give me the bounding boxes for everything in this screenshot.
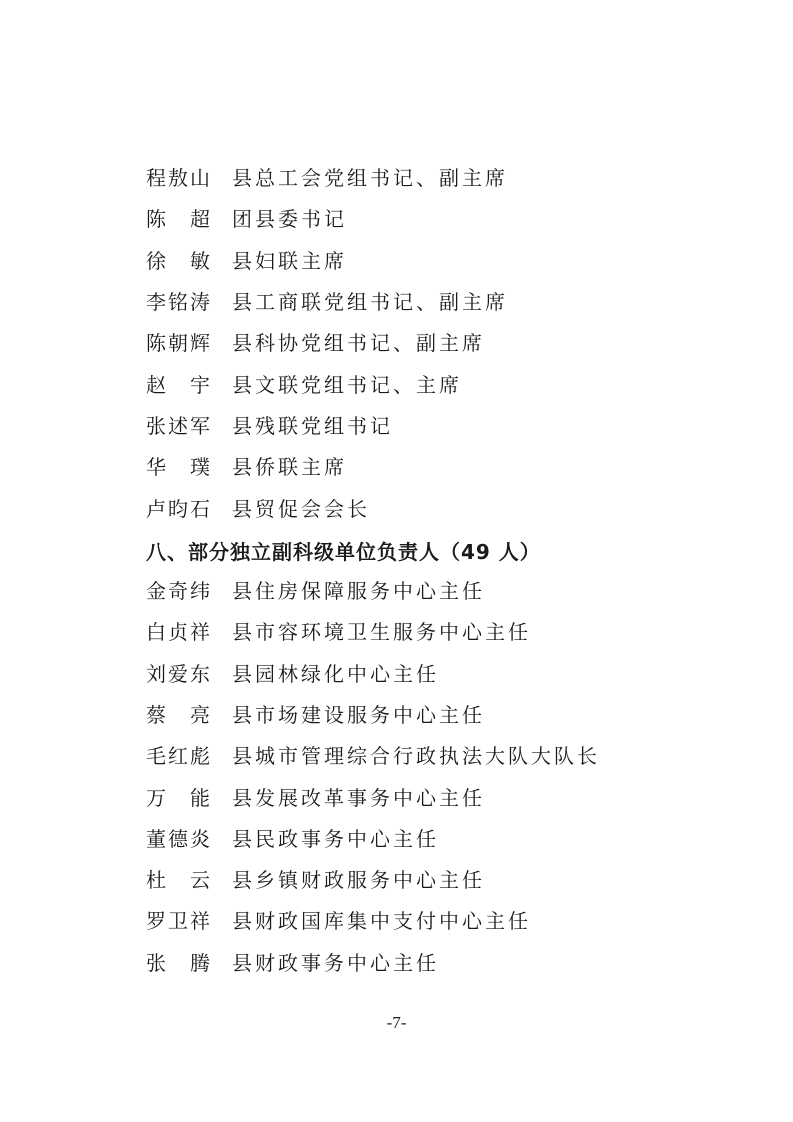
list-item xyxy=(146,612,746,653)
person-name: 张腾 xyxy=(146,950,234,975)
person-name: 毛红彪 xyxy=(146,744,212,769)
list-item xyxy=(146,282,746,323)
person-title: 县民政事务中心主任 xyxy=(232,826,439,851)
page-number: -7- xyxy=(386,1013,407,1032)
person-title: 县乡镇财政服务中心主任 xyxy=(232,868,485,893)
list-item xyxy=(146,695,746,736)
person-title: 县妇联主席 xyxy=(232,248,347,273)
list-item xyxy=(146,323,746,364)
personnel-list xyxy=(146,158,746,984)
person-title: 县侨联主席 xyxy=(232,455,347,480)
person-title: 县残联党组书记 xyxy=(232,413,393,438)
person-name: 华璞 xyxy=(146,455,234,480)
list-item xyxy=(146,654,746,695)
list-item xyxy=(146,860,746,901)
person-name: 白贞祥 xyxy=(146,620,212,645)
person-name: 张述军 xyxy=(146,413,212,438)
person-name: 赵宇 xyxy=(146,372,234,397)
person-name: 罗卫祥 xyxy=(146,909,212,934)
person-name: 李铭涛 xyxy=(146,290,212,315)
person-name: 杜云 xyxy=(146,868,234,893)
person-name: 万能 xyxy=(146,785,234,810)
person-title: 县市容环境卫生服务中心主任 xyxy=(232,620,531,645)
person-title: 县文联党组书记、主席 xyxy=(232,372,462,397)
person-name: 徐敏 xyxy=(146,248,234,273)
person-title: 团县委书记 xyxy=(232,207,347,232)
list-item xyxy=(146,901,746,942)
person-title: 县贸促会会长 xyxy=(232,496,370,521)
person-title: 县财政事务中心主任 xyxy=(232,950,439,975)
person-title: 县住房保障服务中心主任 xyxy=(232,579,485,604)
person-title: 县城市管理综合行政执法大队大队长 xyxy=(232,744,600,769)
person-name: 程敖山 xyxy=(146,166,212,191)
list-item xyxy=(146,406,746,447)
person-title: 县发展改革事务中心主任 xyxy=(232,785,485,810)
list-item xyxy=(146,158,746,199)
person-name: 陈朝辉 xyxy=(146,331,212,356)
person-name: 董德炎 xyxy=(146,826,212,851)
person-name: 陈超 xyxy=(146,207,234,232)
person-title: 县工商联党组书记、副主席 xyxy=(232,290,508,315)
person-name: 刘爱东 xyxy=(146,661,212,686)
list-item xyxy=(146,571,746,612)
list-item xyxy=(146,943,746,984)
person-title: 县科协党组书记、副主席 xyxy=(232,331,485,356)
list-item xyxy=(146,364,746,405)
list-item xyxy=(146,488,746,529)
list-item xyxy=(146,447,746,488)
list-item xyxy=(146,736,746,777)
person-title: 县市场建设服务中心主任 xyxy=(232,703,485,727)
person-name: 金奇纬 xyxy=(146,579,212,604)
person-name: 蔡亮 xyxy=(146,703,234,727)
person-title: 县财政国库集中支付中心主任 xyxy=(232,909,531,934)
list-item xyxy=(146,819,746,860)
list-item xyxy=(146,241,746,282)
section-heading: 八、部分独立副科级单位负责人（49 人） xyxy=(146,539,541,564)
list-item xyxy=(146,777,746,818)
person-title: 县园林绿化中心主任 xyxy=(232,661,439,686)
person-title: 县总工会党组书记、副主席 xyxy=(232,166,508,191)
person-name: 卢昀石 xyxy=(146,496,212,521)
list-item xyxy=(146,199,746,240)
